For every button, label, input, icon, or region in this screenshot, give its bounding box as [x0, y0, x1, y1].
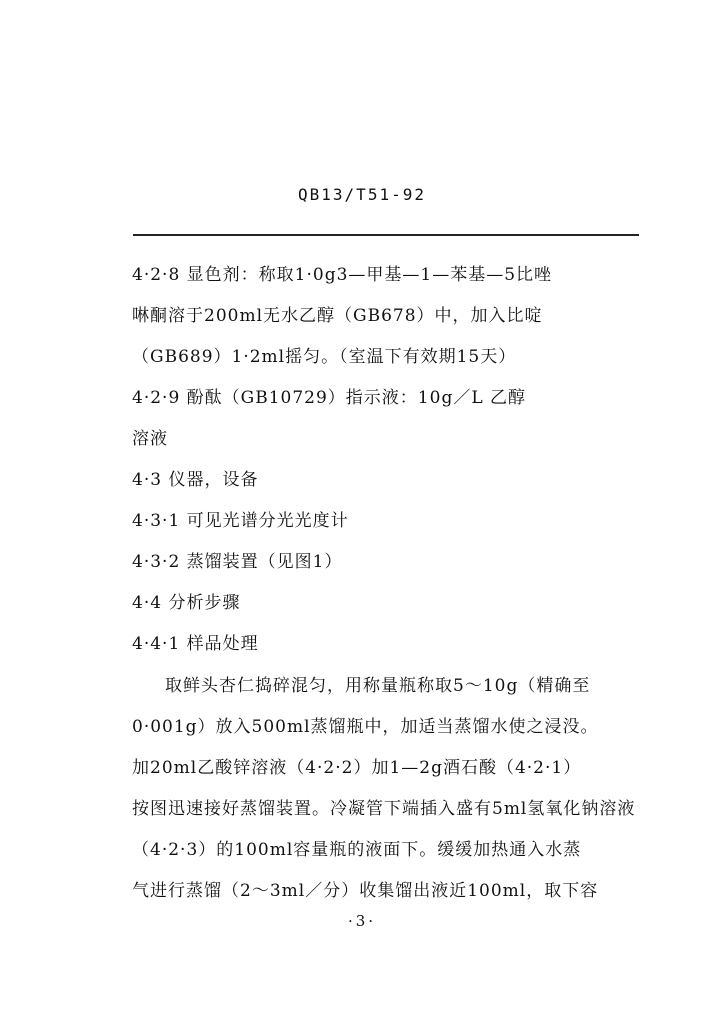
paragraph-line: 气进行蒸馏（2～3ml／分）收集馏出液近100ml，取下容	[132, 881, 599, 901]
text-line: 4·4·1 样品处理	[132, 634, 259, 654]
text-line: （GB689）1·2ml摇匀。（室温下有效期15天）	[132, 347, 517, 367]
text-line: 啉酮溶于200ml无水乙醇（GB678）中，加入比啶	[132, 306, 543, 326]
paragraph-line: 取鲜头杏仁捣碎混匀，用称量瓶称取5～10g（精确至	[165, 676, 591, 696]
text-line: 4·2·8 显色剂：称取1·0g3—甲基—1—苯基—5比唑	[132, 265, 553, 285]
paragraph-line: （4·2·3）的100ml容量瓶的液面下。缓缓加热通入水蒸	[132, 840, 582, 860]
section-heading: 4·4 分析步骤	[132, 593, 241, 613]
text-line: 溶液	[132, 429, 168, 449]
paragraph-line: 0·001g）放入500ml蒸馏瓶中，加适当蒸馏水使之浸没。	[132, 717, 599, 737]
header-rule	[133, 234, 639, 236]
section-heading: 4·3 仪器，设备	[132, 470, 259, 490]
paragraph-line: 加20ml乙酸锌溶液（4·2·2）加1—2g酒石酸（4·2·1）	[132, 758, 582, 778]
text-line: 4·2·9 酚酞（GB10729）指示液：10g／L 乙醇	[132, 388, 527, 408]
standard-number-header: QB13/T51-92	[298, 185, 426, 204]
text-line: 4·3·1 可见光谱分光光度计	[132, 511, 349, 531]
page-number: ·3·	[347, 912, 377, 930]
paragraph-line: 按图迅速接好蒸馏装置。冷凝管下端插入盛有5ml氢氧化钠溶液	[132, 799, 636, 819]
text-line: 4·3·2 蒸馏装置（见图1）	[132, 552, 343, 572]
